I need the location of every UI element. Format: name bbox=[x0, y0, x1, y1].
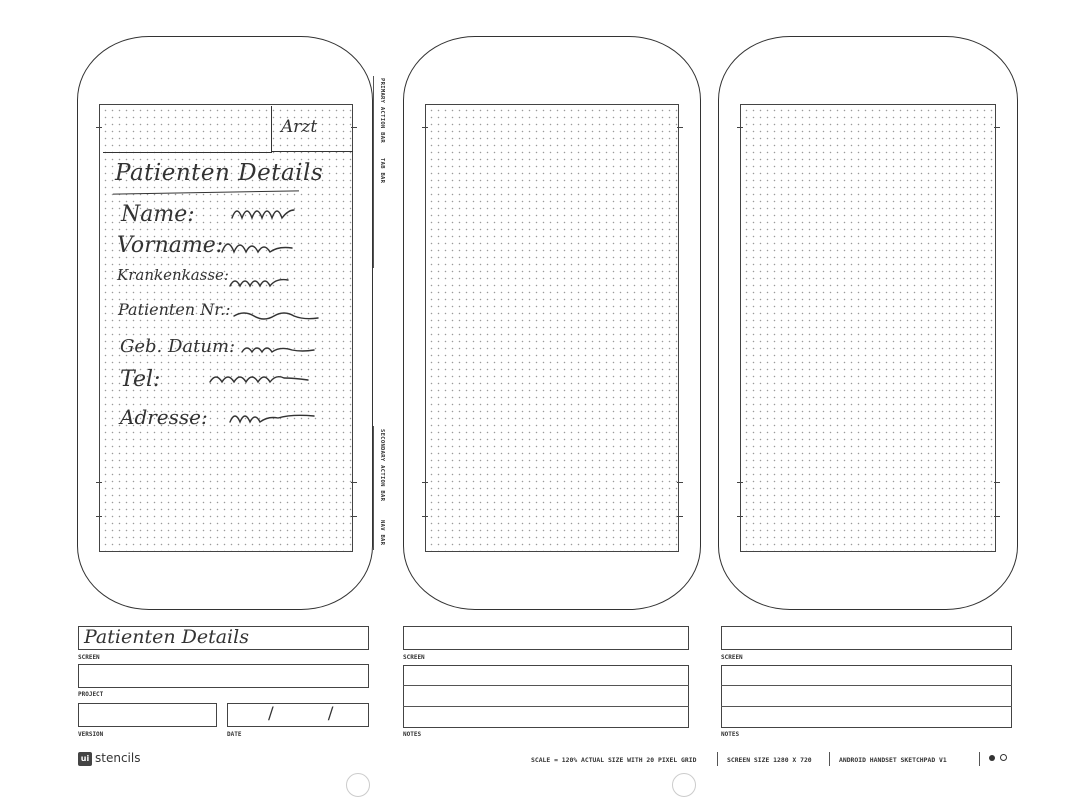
screen-tick bbox=[677, 127, 683, 128]
punch-hole-mark bbox=[346, 773, 370, 797]
screen-tick bbox=[994, 482, 1000, 483]
punch-hole-mark bbox=[672, 773, 696, 797]
footer-screen-size: SCREEN SIZE 1280 X 720 bbox=[727, 756, 812, 764]
side-label-tab-bar: TAB BAR bbox=[379, 158, 385, 184]
side-label-primary-action-bar: PRIMARY ACTION BAR bbox=[379, 78, 385, 144]
phone-screen-2 bbox=[425, 104, 679, 552]
side-label-nav-bar: NAV BAR bbox=[379, 520, 385, 546]
squiggle-krankenkasse bbox=[230, 280, 288, 286]
screen-field-label: SCREEN bbox=[78, 654, 100, 661]
footer-product: ANDROID HANDSET SKETCHPAD V1 bbox=[839, 756, 947, 764]
squiggle-adresse bbox=[230, 415, 314, 422]
date-slashes: / / bbox=[268, 704, 334, 724]
notes-field-3[interactable] bbox=[721, 665, 1012, 728]
screen-tick bbox=[677, 482, 683, 483]
version-field[interactable] bbox=[78, 703, 217, 727]
screen-tick bbox=[677, 516, 683, 517]
squiggle-tel bbox=[210, 377, 308, 382]
footer-separator bbox=[979, 752, 980, 766]
screen-tick bbox=[994, 127, 1000, 128]
notes-line bbox=[721, 706, 1012, 707]
cc-icon bbox=[1000, 754, 1007, 761]
screen-field-label-3: SCREEN bbox=[721, 654, 743, 661]
screen-tick bbox=[737, 482, 743, 483]
side-label-secondary-action-bar: SECONDARY ACTION BAR bbox=[379, 429, 385, 502]
page-title: Patienten Details bbox=[115, 160, 324, 186]
field-label-adresse: Adresse: bbox=[120, 405, 208, 429]
field-label-name: Name: bbox=[121, 202, 195, 227]
project-field-label: PROJECT bbox=[78, 691, 104, 698]
screen-tick bbox=[737, 516, 743, 517]
squiggle-name bbox=[232, 210, 294, 218]
screen-tick bbox=[422, 482, 428, 483]
side-label-rule bbox=[373, 426, 374, 550]
squiggle-vorname bbox=[222, 244, 292, 252]
field-label-vorname: Vorname: bbox=[117, 233, 224, 258]
screen-name-value: Patienten Details bbox=[84, 626, 249, 648]
screen-tick bbox=[422, 127, 428, 128]
notes-field-2[interactable] bbox=[403, 665, 689, 728]
screen-field-label-2: SCREEN bbox=[403, 654, 425, 661]
brand-logo: ui bbox=[78, 752, 92, 766]
notes-line bbox=[721, 685, 1012, 686]
screen-tick bbox=[994, 516, 1000, 517]
field-label-krankenkasse: Krankenkasse: bbox=[117, 266, 229, 284]
brand-name: stencils bbox=[95, 751, 141, 765]
field-label-geb-datum: Geb. Datum: bbox=[120, 336, 236, 357]
version-field-label: VERSION bbox=[78, 731, 104, 738]
screen-name-field-2[interactable] bbox=[403, 626, 689, 650]
notes-line bbox=[403, 706, 689, 707]
notes-line bbox=[403, 685, 689, 686]
footer-separator bbox=[717, 752, 718, 766]
squiggle-geb-datum bbox=[242, 348, 314, 352]
header-label: Arzt bbox=[281, 117, 318, 137]
squiggle-patienten-nr bbox=[234, 313, 318, 319]
footer-separator bbox=[829, 752, 830, 766]
screen-tick bbox=[737, 127, 743, 128]
side-label-rule bbox=[373, 76, 374, 268]
screen-name-field-3[interactable] bbox=[721, 626, 1012, 650]
field-label-patienten-nr: Patienten Nr.: bbox=[118, 300, 231, 319]
copyright-icon bbox=[989, 755, 995, 761]
date-field-label: DATE bbox=[227, 731, 242, 738]
screen-tick bbox=[422, 516, 428, 517]
notes-field-label-2: NOTES bbox=[403, 731, 422, 738]
footer-scale: SCALE = 120% ACTUAL SIZE WITH 20 PIXEL GRID bbox=[531, 756, 697, 764]
field-label-tel: Tel: bbox=[120, 367, 161, 392]
project-field[interactable] bbox=[78, 664, 369, 688]
notes-field-label-3: NOTES bbox=[721, 731, 740, 738]
phone-screen-3 bbox=[740, 104, 996, 552]
